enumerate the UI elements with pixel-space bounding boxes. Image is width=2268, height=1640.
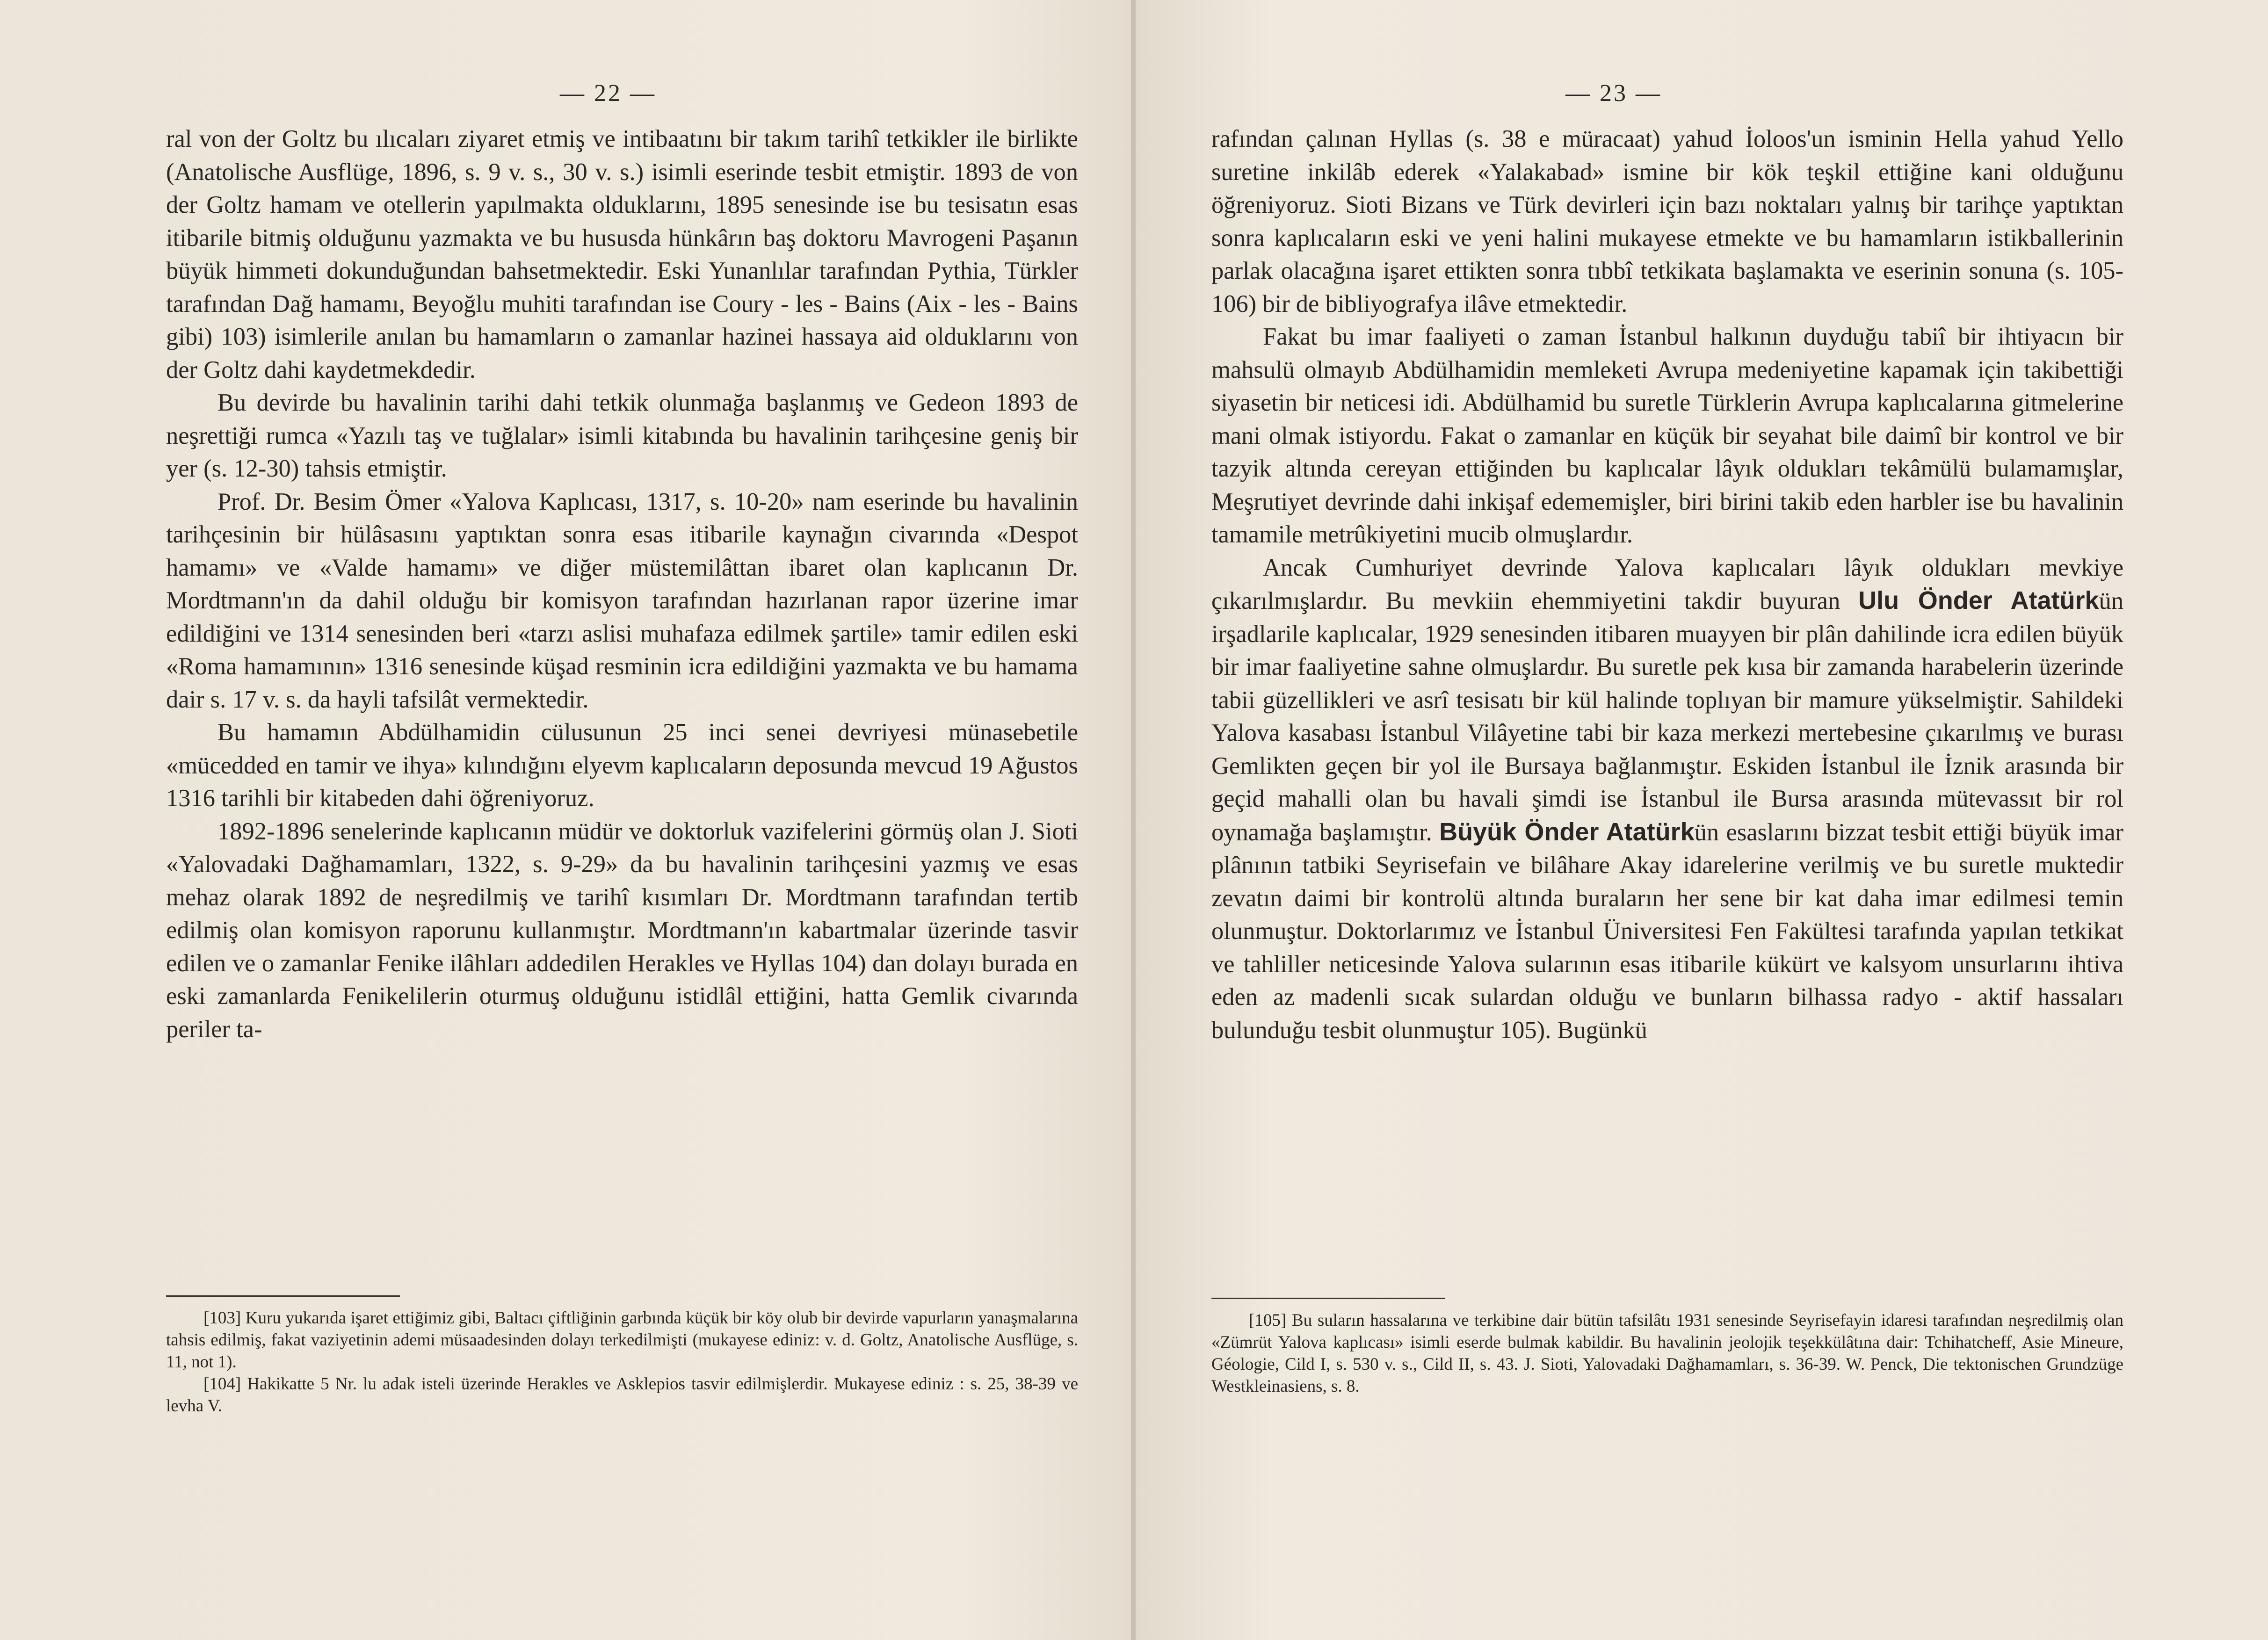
- emphasis-name: Ulu Önder Atatürk: [1858, 586, 2099, 614]
- paragraph: rafından çalınan Hyllas (s. 38 e müracaat) yahud İoloos'un isminin Hella yahud Yello suretine inkilâb ederek «Yalakabad» ismine bir kök teşkil ettiğine kani olduğunu öğreniyoruz. Sioti Bizans ve Türk devirleri için bazı noktaları yalnış bir tarihçe yaptıktan sonra kaplıcaların eski ve yeni halini mukayese etmekte ve bu hamamların istikballerinin parlak olacağına işaret ettikten sonra tıbbî tetkikata başlamakta ve eserinin sonuna (s. 105-106) bir de bibliyografya ilâve etmektedir.: [1211, 125, 2123, 318]
- paragraph: Prof. Dr. Besim Ömer «Yalova Kaplıcası, 1317, s. 10-20» nam eserinde bu havalinin tarihçesinin bir hülâsasını yaptıktan sonra esas itibarile kaynağın civarında «Despot hamamı» ve «Valde hamamı» ve diğer müstemilâttan ibaret olan kaplıcanın Dr. Mordtmann'ın da dahil olduğu bir komisyon tarafından hazırlanan rapor üzerine imar edildiğini ve 1314 senesinden beri «tarzı aslisi muhafaza edilmek şartile» tamir edilen eski «Roma hamamının» 1316 senesinde küşad resminin icra edildiğini yazmakta ve bu hamama dair s. 17 v. s. da hayli tafsilât vermektedir.: [166, 488, 1078, 713]
- footnote: [105] Bu suların hassalarına ve terkibine dair bütün tafsilâtı 1931 senesinde Seyrisefayin idaresi tarafından neşredilmiş olan «Zümrüt Yalova kaplıcası» isimli eserde bulmak kabildir. Bu havalinin jeolojik teşekkülâtına dair: Tchihatcheff, Asie Mineure, Géologie, Cild I, s. 530 v. s., Cild II, s. 43. J. Sioti, Yalovadaki Dağhamamları, s. 36-39. W. Penck, Die tektonischen Grundzüge Westkleinasiens, s. 8.: [1211, 1311, 2123, 1396]
- paragraph: Bu devirde bu havalinin tarihi dahi tetkik olunmağa başlanmış ve Gedeon 1893 de neşrettiği rumca «Yazılı taş ve tuğlalar» isimli kitabında bu havalinin tarihçesine geniş bir yer (s. 12-30) tahsis etmiştir.: [166, 389, 1078, 482]
- right-page: [1136, 0, 2268, 1640]
- left-page: [0, 0, 1132, 1640]
- page-number: — 22 —: [560, 80, 656, 107]
- footnote-rule: [1211, 1298, 1445, 1299]
- paragraph: ral von der Goltz bu ılıcaları ziyaret etmiş ve intibaatını bir takım tarihî tetkikler ile birlikte (Anatolische Ausflüge, 1896, s. 9 v. s., 30 v. s.) isimli eserinde tesbit etmiştir. 1893 de von der Goltz hamam ve otellerin yapılmakta olduklarını, 1895 senesinde ise bu tesisatın esas itibarile bitmiş olduğunu yazmakta ve bu hususda hünkârın baş doktoru Mavrogeni Paşanın büyük himmeti dokunduğundan bahsetmektedir. Eski Yunanlılar tarafından Pythia, Türkler tarafından Dağ hamamı, Beyoğlu muhiti tarafından ise Coury - les - Bains (Aix - les - Bains gibi) 103) isimlerile anılan bu hamamların o zamanlar hazinei hassaya aid olduklarını von der Goltz dahi kaydetmekdedir.: [166, 125, 1078, 383]
- paragraph: 1892-1896 senelerinde kaplıcanın müdür ve doktorluk vazifelerini görmüş olan J. Sioti «Yalovadaki Dağhamamları, 1322, s. 9-29» da bu havalinin tarihçesini yazmış ve esas mehaz olarak 1892 de neşredilmiş ve tarihî kısımları Dr. Mordtmann tarafından tertib edilmiş olan komisyon raporunu kullanmıştır. Mordtmann'ın kabartmalar üzerinde tasvir edilen ve o zamanlar Fenike ilâhları addedilen Herakles ve Hyllas 104) dan dolayı burada en eski zamanlarda Fenikelilerin oturmuş olduğunu istidlâl ettiğini, hatta Gemlik civarında periler ta-: [166, 817, 1078, 1043]
- text-run: Ancak Cumhuriyet devrinde Yalova kaplıcaları lâyık oldukları mevkiye çıkarılmışlardır. Bu mevkiin ehemmiyetini takdir buyuran: [1211, 554, 2123, 614]
- footnote: [104] Hakikatte 5 Nr. lu adak isteli üzerinde Herakles ve Asklepios tasvir edilmişlerdir. Mukayese ediniz : s. 25, 38-39 ve levha V.: [166, 1374, 1078, 1416]
- emphasis-name: Büyük Önder Atatürk: [1439, 817, 1695, 846]
- text-run: ün esaslarını bizzat tesbit ettiği büyük imar plânının tatbiki Seyrisefain ve bilâhare Akay idarelerine verilmiş ve bu suretle muktedir zevatın daimi bir kontrolü altında buraların her sene bir kat daha imar edilmesi temin olunmuştur. Doktorlarımız ve İstanbul Üniversitesi Fen Fakültesi tarafında yapılan tetkikat ve tahliller neticesinde Yalova sularının esas itibarile kükürt ve kalsyom unsurlarını ihtiva eden az madenli sıcak sulardan olduğu ve bunların bilhassa radyo - aktif hassaları bulunduğu tesbit olunmuştur 105). Bugünkü: [1211, 818, 2124, 1044]
- footnote-rule: [166, 1295, 400, 1297]
- paragraph: Bu hamamın Abdülhamidin cülusunun 25 inci senei devriyesi münasebetile «mücedded en tamir ve ihya» kılındığını elyevm kaplıcaların deposunda mevcud 19 Ağustos 1316 tarihli bir kitabeden dahi öğreniyoruz.: [166, 719, 1078, 812]
- body-text: [166, 123, 1078, 1046]
- paragraph: [1211, 551, 2123, 1047]
- footnotes: [166, 1307, 1078, 1417]
- paragraph: Fakat bu imar faaliyeti o zaman İstanbul halkının duyduğu tabiî bir ihtiyacın bir mahsulü olmayıb Abdülhamidin memleketi Avrupa medeniyetine kapamak için takibettiği siyasetin bir neticesi idi. Abdülhamid bu suretle Türklerin Avrupa kaplıcalarına gitmelerine mani olmak istiyordu. Fakat o zamanlar en küçük bir seyahat bile daimî bir kontrol ve bir tazyik altında cereyan ettiğinden bu kaplıcalar lâyık oldukları tekâmülü bulamamışlar, Meşrutiyet devrinde dahi inkişaf edememişler, biri birini takib eden harbler ise bu havalinin tamamile metrûkiyetini mucib olmuşlardır.: [1211, 323, 2123, 548]
- footnotes: [1211, 1309, 2123, 1397]
- footnote: [103] Kuru yukarıda işaret ettiğimiz gibi, Baltacı çiftliğinin garbında küçük bir köy olub bir devirde vapurların yanaşmalarına tahsis edilmiş, fakat vaziyetinin ademi müsaadesinden dolayı terkedilmişti (mukayese ediniz: v. d. Goltz, Anatolische Ausflüge, s. 11, not 1).: [166, 1308, 1078, 1372]
- body-text: [1211, 123, 2123, 1047]
- page-number: — 23 —: [1565, 80, 1662, 107]
- text-run: ün irşadlarile kaplıcalar, 1929 senesinden itibaren muayyen bir plân dahilinde icra edilen büyük bir imar faaliyetine sahne olmuşlardır. Bu suretle pek kısa bir zamanda harabelerin üzerinde tabii güzellikleri ve asrî tesisatı bir kül halinde toplıyan bir mamure yükselmiştir. Sahildeki Yalova kasabası İstanbul Vilâyetine tabi bir kaza merkezi mertebesine çıkarılmış ve burası Gemlikten geçen bir yol ile Bursaya bağlanmıştır. Eskiden İstanbul ile İznik arasında bir geçid mahalli olan bu havali şimdi ise İstanbul ile Bursa arasında mütevassıt bir rol oynamağa başlamıştır.: [1211, 587, 2123, 846]
